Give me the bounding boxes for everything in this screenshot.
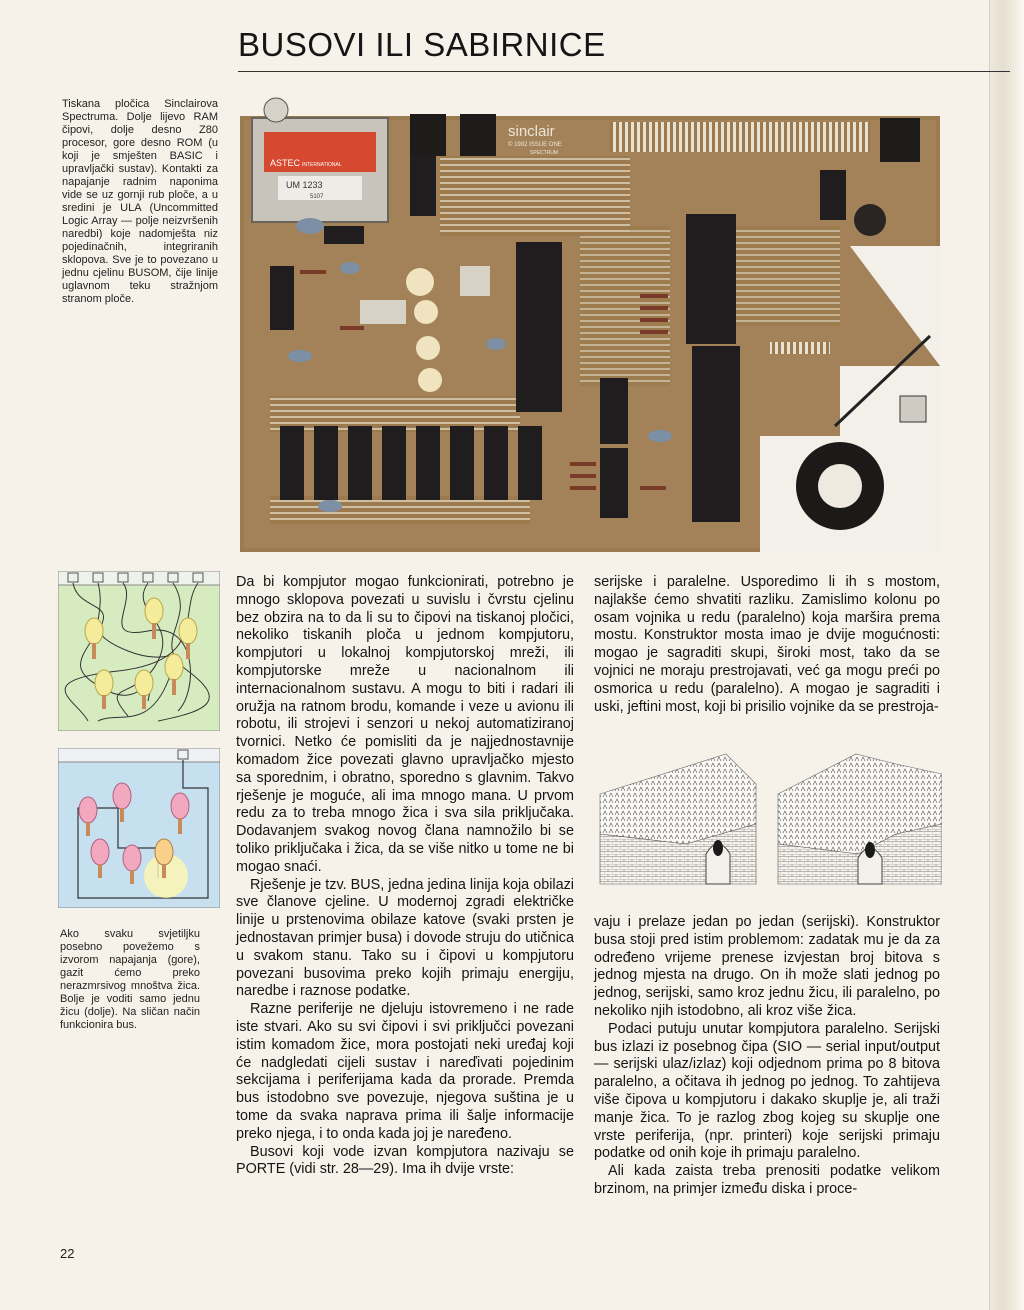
ula-chip [516,242,562,412]
lamp-bus-illustration [58,748,220,908]
paragraph: Ali kada zaista treba prenositi podatke velikom brzinom, na primjer između diska i proce- [594,1163,940,1197]
narrow-bridge-illustration [778,754,942,884]
paragraph: Podaci putuju unutar kompjutora paralelno. Serijski bus izlazi iz posebnog čipa (SIO — serial input/output — serijski ulaz/izlaz) koji odjednom prima po 8 bitova paralelno, a očitava ih jednog po jednog. To zahtijeva više čipova u kompjutoru i dakako skuplje je, ali traži manje žica. To je razlog zbog kojeg su skuplje one vrste periferija, (npr. printeri) koje serijski primaju podatke od onih koje ih primaju paralelno. [594,1020,940,1162]
body-column-2-bottom [594,914,940,1199]
modulator-brand: ASTEC [270,158,301,168]
page-title: BUSOVI ILI SABIRNICE [238,26,606,63]
modulator-sub: INTERNATIONAL [302,162,342,168]
lamps-caption: Ako svaku svjetiljku posebno povežemo s izvorom napajanja (gore), gazit ćemo preko nerazmrsivog mnoštva žica. Bolje je voditi samo jednu žicu (dolje). Na sličan način funkcionira bus. [60,928,200,1031]
paragraph: Rješenje je tzv. BUS, jedna jedina linija koja obilazi sve članove cjeline. U modernoj zgradi električke linije u prstenovima obilaze katove (svaki prsten je jednostavan primjer busa) i dovode struju do utičnica u svakom stanu. Tako su i čipovi u kompjutoru povezani busovima preko kojih primaju energiju, naredbe i raznose podatke. [236,876,574,1000]
paragraph: vaju i prelaze jedan po jedan (serijski). Konstruktor busa stoji pred istim problemom: zadatak mu je da za određeno vrijeme prenese izvjestan broj bitova s jednog mjesta na drugo. On ih može slati jednog po jednog, serijski, samo kroz jednu žicu, ili paralelno, po nekoliko njih istodobno, ali kroz više žica. [594,914,940,1019]
paragraph: Busovi koji vode izvan kompjutora nazivaju se PORTE (vidi str. 28—29). Ima ih dvije vrste: [236,1143,574,1178]
pcb-photo [240,96,940,552]
page-number: 22 [60,1246,75,1261]
title-rule [238,71,1010,72]
bridge-illustrations [596,744,942,886]
book-spine-shadow [989,0,1024,1310]
paragraph: serijske i paralelne. Usporedimo li ih s mostom, najlakše ćemo shvatiti razliku. Zamislimo kolonu po osam vojnika u redu (paralelno) koja maršira prema mostu. Konstruktor mosta imao je dvije mogućnosti: mogao je sagraditi skupi, široki most, tako da se vojnici ne moraju prestrojavati, već ga mogu preći po osmorica u redu (paralelno). A mogao je sagraditi i uski, jeftini most, koji bi prisilio vojnike da se prestroja- [594,574,940,715]
modulator-part: UM 1233 [286,180,323,190]
body-column-2-top [594,574,940,716]
board-brand: sinclair [508,123,555,140]
board-issue: © 1982 ISSUE ONE [508,142,562,148]
board-model: SPECTRUM [530,150,559,156]
paragraph: Da bi kompjutor mogao funkcionirati, potrebno je mnogo sklopova povezati u suvislu i čvrstu cjelinu bez obzira na to da li su to čipovi na tiskanoj pločici, nekoliko tiskanih ploča u jednom kompjutoru, kompjutori u lokalnoj kompjutorskoj mreži, ili kompjutorske mreže u nacionalnom ili internacionalnom sustavu. A mogu to biti i radari ili oružja na ratnom brodu, komande i veze u avionu ili robotu, ili strojevi i senzori u nekoj automatiziranoj tvornici. Netko će pomisliti da je najjednostavnije komadom žice povezati glavno upravljačko mjesto sa sporednim, i obratno, sporedno s glavnim. Takvo rješenje je moguće, ali ima mnogo mana. U prvom redu za to treba mnogo žica i sva sila priključaka. Dodavanjem svakog novog člana namnožilo bi se toliko priključaka i žica, da se više nitko u tome ne bi mogao snaći. [236,574,574,875]
board-caption: Tiskana pločica Sinclairova Spectruma. Dolje lijevo RAM čipovi, dolje desno Z80 procesor, gore desno ROM (u koji je smješten BASIC i upravljački sustav). Kontakti za napajanje radnim naponima vide se uz gornji rub ploče, a u sredini je ULA (Uncommitted Logic Array — polje neizvršenih naredbi) koje nadomješta niz pojedinačnih, integriranih sklopova. Sve je to povezano u jednu cjelinu BUSOM, čije linije uglavnom teku stražnjom stranom ploče. [62,98,218,305]
z80-chip [692,346,740,522]
body-column-1 [236,574,574,1179]
lamp-wiring-illustration [58,571,220,731]
rom-chip [686,214,736,344]
paragraph: Razne periferije ne djeluju istovremeno i ne rade iste stvari. Ako su svi čipovi i svi priključci povezani istim komadom žice, mora postojati neki uređaj koji će nadgledati cijeli sustav i nareďivati pojedinim sekcijama i periferijama kada da prorade. Premda bus istodobno sve povezuje, njegova suština je u tome da svaka naprava prima ili šalje informacije preko njega, i to onda kada joj je naređeno. [236,1001,574,1142]
modulator-code: 5107 [310,194,324,200]
wide-bridge-illustration [600,754,756,884]
